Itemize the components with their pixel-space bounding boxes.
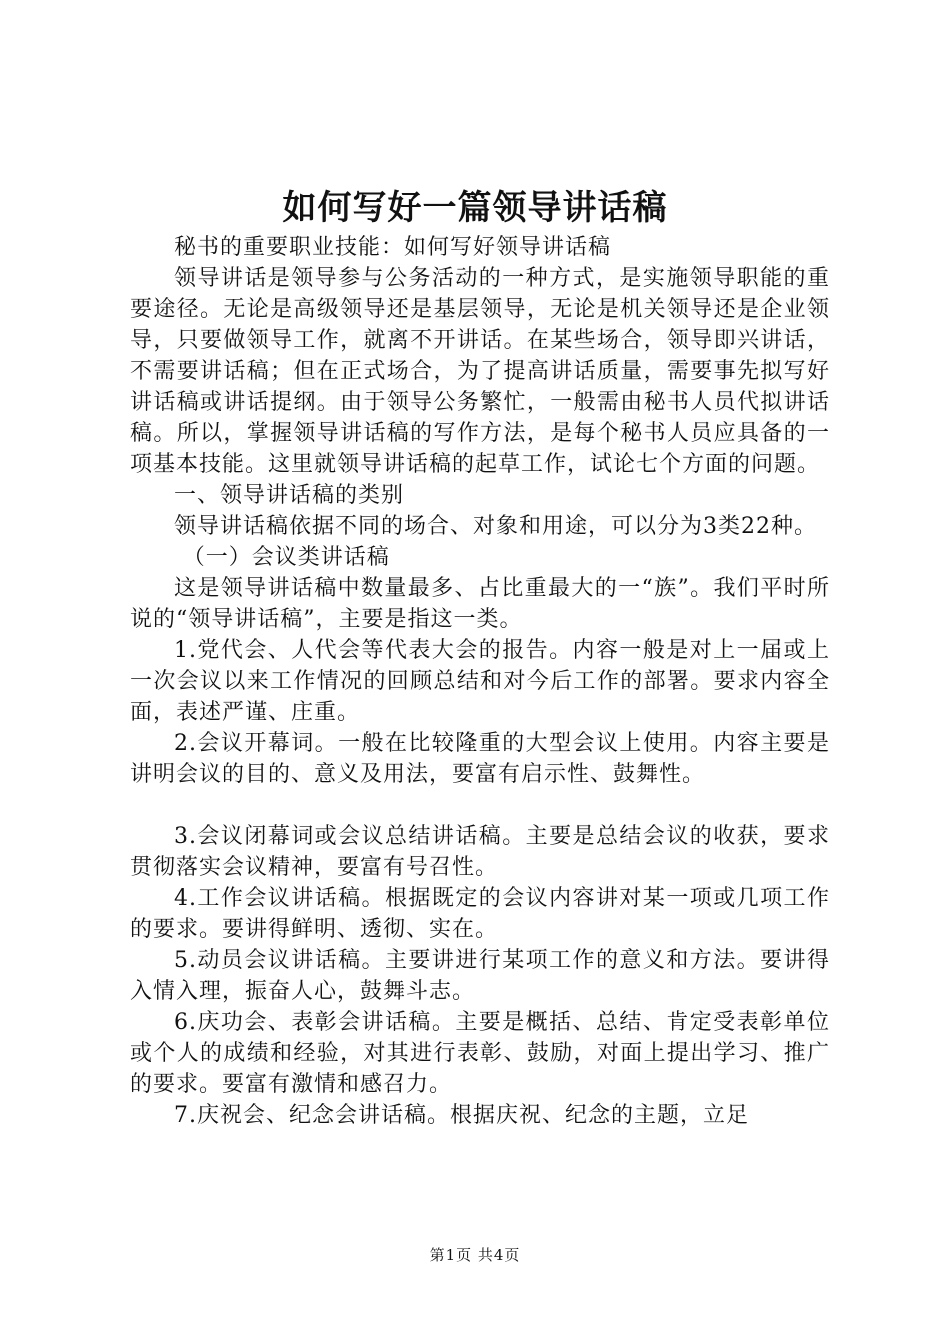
list-item: 4.工作会议讲话稿。根据既定的会议内容讲对某一项或几项工作的要求。要讲得鲜明、透彻、实在。: [130, 886, 830, 942]
list-item: 2.会议开幕词。一般在比较隆重的大型会议上使用。内容主要是讲明会议的目的、意义及用法，要富有启示性、鼓舞性。: [130, 731, 830, 787]
list-item: 1.党代会、人代会等代表大会的报告。内容一般是对上一届或上一次会议以来工作情况的回顾总结和对今后工作的部署。要求内容全面，表述严谨、庄重。: [130, 638, 830, 725]
section-heading: 一、领导讲话稿的类别: [174, 483, 405, 508]
intro-paragraph: 领导讲话是领导参与公务活动的一种方式，是实施领导职能的重要途径。无论是高级领导还是基层领导，无论是机关领导还是企业领导，只要做领导工作，就离不开讲话。在某些场合，领导即兴讲话，不需要讲话稿；但在正式场合，为了提高讲话质量，需要事先拟写好讲话稿或讲话提纲。由于领导公务繁忙，一般需由秘书人员代拟讲话稿。所以，掌握领导讲话稿的写作方法，是每个秘书人员应具备的一项基本技能。这里就领导讲话稿的起草工作，试论七个方面的问题。: [130, 266, 830, 477]
body-paragraph: 这是领导讲话稿中数量最多、占比重最大的一“族”。我们平时所说的“领导讲话稿”，主要是指这一类。: [130, 576, 830, 632]
subtitle-paragraph: 秘书的重要职业技能：如何写好领导讲话稿: [174, 235, 612, 260]
subsection-heading: （一）会议类讲话稿: [182, 545, 390, 570]
document-title: 如何写好一篇领导讲话稿: [282, 188, 668, 228]
list-item: 7.庆祝会、纪念会讲话稿。根据庆祝、纪念的主题，立足: [174, 1103, 749, 1128]
page-footer: 第1页 共4页: [429, 1246, 521, 1264]
body-paragraph: 领导讲话稿依据不同的场合、对象和用途，可以分为3类22种。: [174, 514, 817, 539]
list-item: 5.动员会议讲话稿。主要讲进行某项工作的意义和方法。要讲得入情入理，振奋人心，鼓舞斗志。: [130, 948, 830, 1004]
list-item: 6.庆功会、表彰会讲话稿。主要是概括、总结、肯定受表彰单位或个人的成绩和经验，对其进行表彰、鼓励，对面上提出学习、推广的要求。要富有激情和感召力。: [130, 1010, 830, 1097]
list-item: 3.会议闭幕词或会议总结讲话稿。主要是总结会议的收获，要求贯彻落实会议精神，要富有号召性。: [130, 824, 830, 880]
document-body: [130, 232, 830, 1131]
